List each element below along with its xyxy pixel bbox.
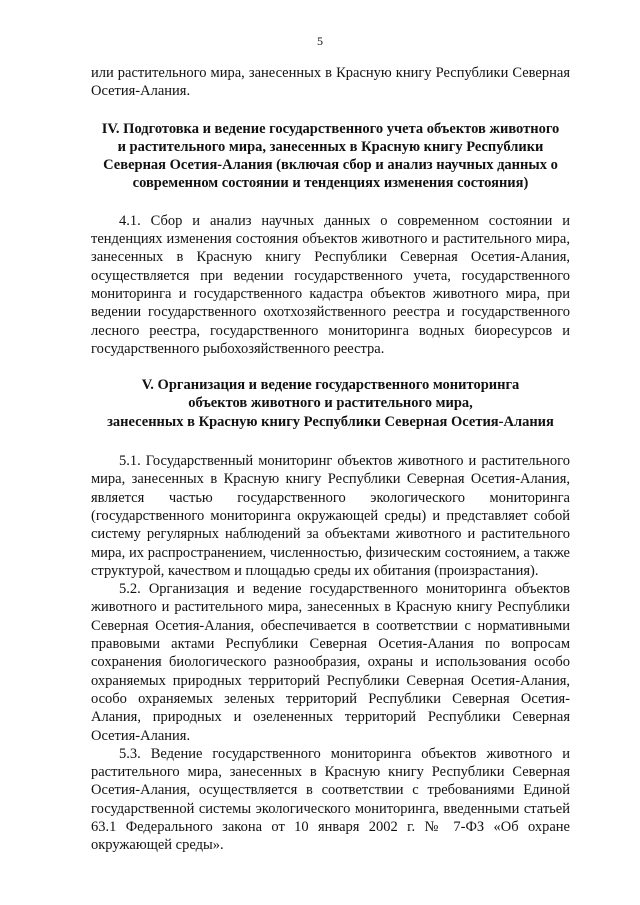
paragraph-4-1: 4.1. Сбор и анализ научных данных о современном состоянии и тенденциях изменения состояния объектов животного и растительного мира, занесенных в Красную книгу Республики Северная Осетия-Алания, осуществляется при ведении государственного учета, государственного мониторинга и государственного кадастра объектов животного мира, при ведении государственного охотхозяйственного реестра и государственного лесного реестра, государственного мониторинга водных биоресурсов и государственного рыбохозяйственного реестра. — [91, 212, 570, 357]
page-content — [91, 64, 570, 855]
paragraph-5-1: 5.1. Государственный мониторинг объектов животного и растительного мира, занесенных в Красную книгу Республики Северная Осетия-Алания, является частью государственного экологического мониторинга (государственного мониторинга окружающей среды) и представляет собой систему регулярных наблюдений за объектами животного и растительного мира, их распространением, численностью, физическим состоянием, а также структурой, качеством и площадью среды их обитания (произрастания). — [91, 453, 570, 579]
intro-paragraph: или растительного мира, занесенных в Красную книгу Республики Северная Осетия-Алания. — [91, 65, 570, 100]
section-5-heading-line: объектов животного и растительного мира, — [188, 395, 473, 412]
section-5-heading — [91, 376, 570, 431]
page-number: 5 — [317, 34, 323, 48]
paragraph-5-3: 5.3. Ведение государственного мониторинга объектов животного и растительного мира, занесенных в Красную книгу Республики Северная Осетия-Алания, осуществляется в соответствии с требованиями Единой государственной системы экологического мониторинга, введенными статьей 63.1 Федерального закона от 10 января 2002 г. № 7-ФЗ «Об охране окружающей среды». — [91, 745, 570, 854]
section-5-heading-line: занесенных в Красную книгу Республики Северная Осетия-Алания — [107, 413, 554, 430]
paragraph-5-2: 5.2. Организация и ведение государственного мониторинга объектов животного и растительного мира, занесенных в Красную книгу Республики Северная Осетия-Алания, обеспечивается в соответствии с нормативными правовыми актами Республики Северная Осетия-Алания по вопросам сохранения биологического разнообразия, охраны и использования особо охраняемых природных территорий Республики Северная Осетия-Алания, особо охраняемых зеленых территорий Республики Северная Осетия-Алания, природных и озелененных территорий Республики Северная Осетия-Алания. — [91, 581, 570, 744]
section-4-heading: IV. Подготовка и ведение государственного учета объектов животного и растительного мира, занесенных в Красную книгу Республики Северная Осетия-Алания (включая сбор и анализ научных данных о современном состоянии и тенденциях изменения состояния) — [101, 120, 560, 192]
section-5-heading-line: V. Организация и ведение государственного мониторинга — [141, 377, 520, 394]
